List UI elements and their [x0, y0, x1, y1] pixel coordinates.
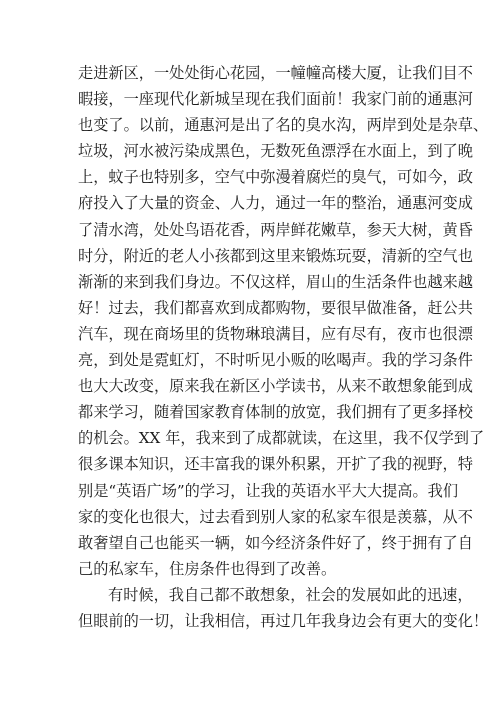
text-line: 汽车，现在商场里的货物琳琅满目，应有尽有，夜市也很漂 — [78, 324, 473, 343]
text-line: 的机会。XX 年，我来到了成都就读，在这里，我不仅学到了 — [78, 429, 485, 448]
text-line: 但眼前的一切，让我相信，再过几年我身边会有更大的变化！ — [78, 611, 489, 630]
text-line: 别是“英语广场”的学习，让我的英语水平大大提高。我们 — [78, 481, 459, 500]
text-line: 家的变化也很大，过去看到别人家的私家车很是羡慕，从不 — [78, 507, 473, 526]
text-line: 渐渐的来到我们身边。不仅这样，眉山的生活条件也越来越 — [78, 272, 473, 291]
text-line: 垃圾，河水被污染成黑色，无数死鱼漂浮在水面上，到了晚 — [78, 142, 473, 161]
text-line: 亮，到处是霓虹灯，不时听见小贩的吆喝声。我的学习条件 — [78, 351, 473, 370]
text-line: 府投入了大量的资金、人力，通过一年的整治，通惠河变成 — [78, 194, 473, 213]
text-line: 敢奢望自己也能买一辆，如今经济条件好了，终于拥有了自 — [78, 533, 473, 552]
text-line: 暇接，一座现代化新城呈现在我们面前！我家门前的通惠河 — [78, 90, 473, 109]
text-line: 上，蚊子也特别多，空气中弥漫着腐烂的臭气，可如今，政 — [78, 168, 473, 187]
text-line: 有时候，我自己都不敢想象，社会的发展如此的迅速， — [108, 585, 473, 604]
text-line: 好！过去，我们都喜欢到成都购物，要很早做准备，赶公共 — [78, 298, 473, 317]
text-line: 时分，附近的老人小孩都到这里来锻炼玩耍，清新的空气也 — [78, 246, 473, 265]
text-line: 走进新区，一处处街心花园，一幢幢高楼大厦，让我们目不 — [78, 64, 473, 82]
text-line: 也变了。以前，通惠河是出了名的臭水沟，两岸到处是杂草、 — [78, 116, 489, 135]
text-line: 己的私家车，住房条件也得到了改善。 — [78, 559, 337, 578]
text-line: 很多课本知识，还丰富我的课外积累，开扩了我的视野，特 — [78, 455, 473, 474]
essay-body — [78, 60, 489, 634]
text-line: 都来学习，随着国家教育体制的放宽，我们拥有了更多择校 — [78, 403, 473, 422]
text-line: 也大大改变，原来我在新区小学读书，从来不敢想象能到成 — [78, 377, 473, 396]
text-line: 了清水湾，处处鸟语花香，两岸鲜花嫩草，参天大树，黄昏 — [78, 220, 473, 239]
